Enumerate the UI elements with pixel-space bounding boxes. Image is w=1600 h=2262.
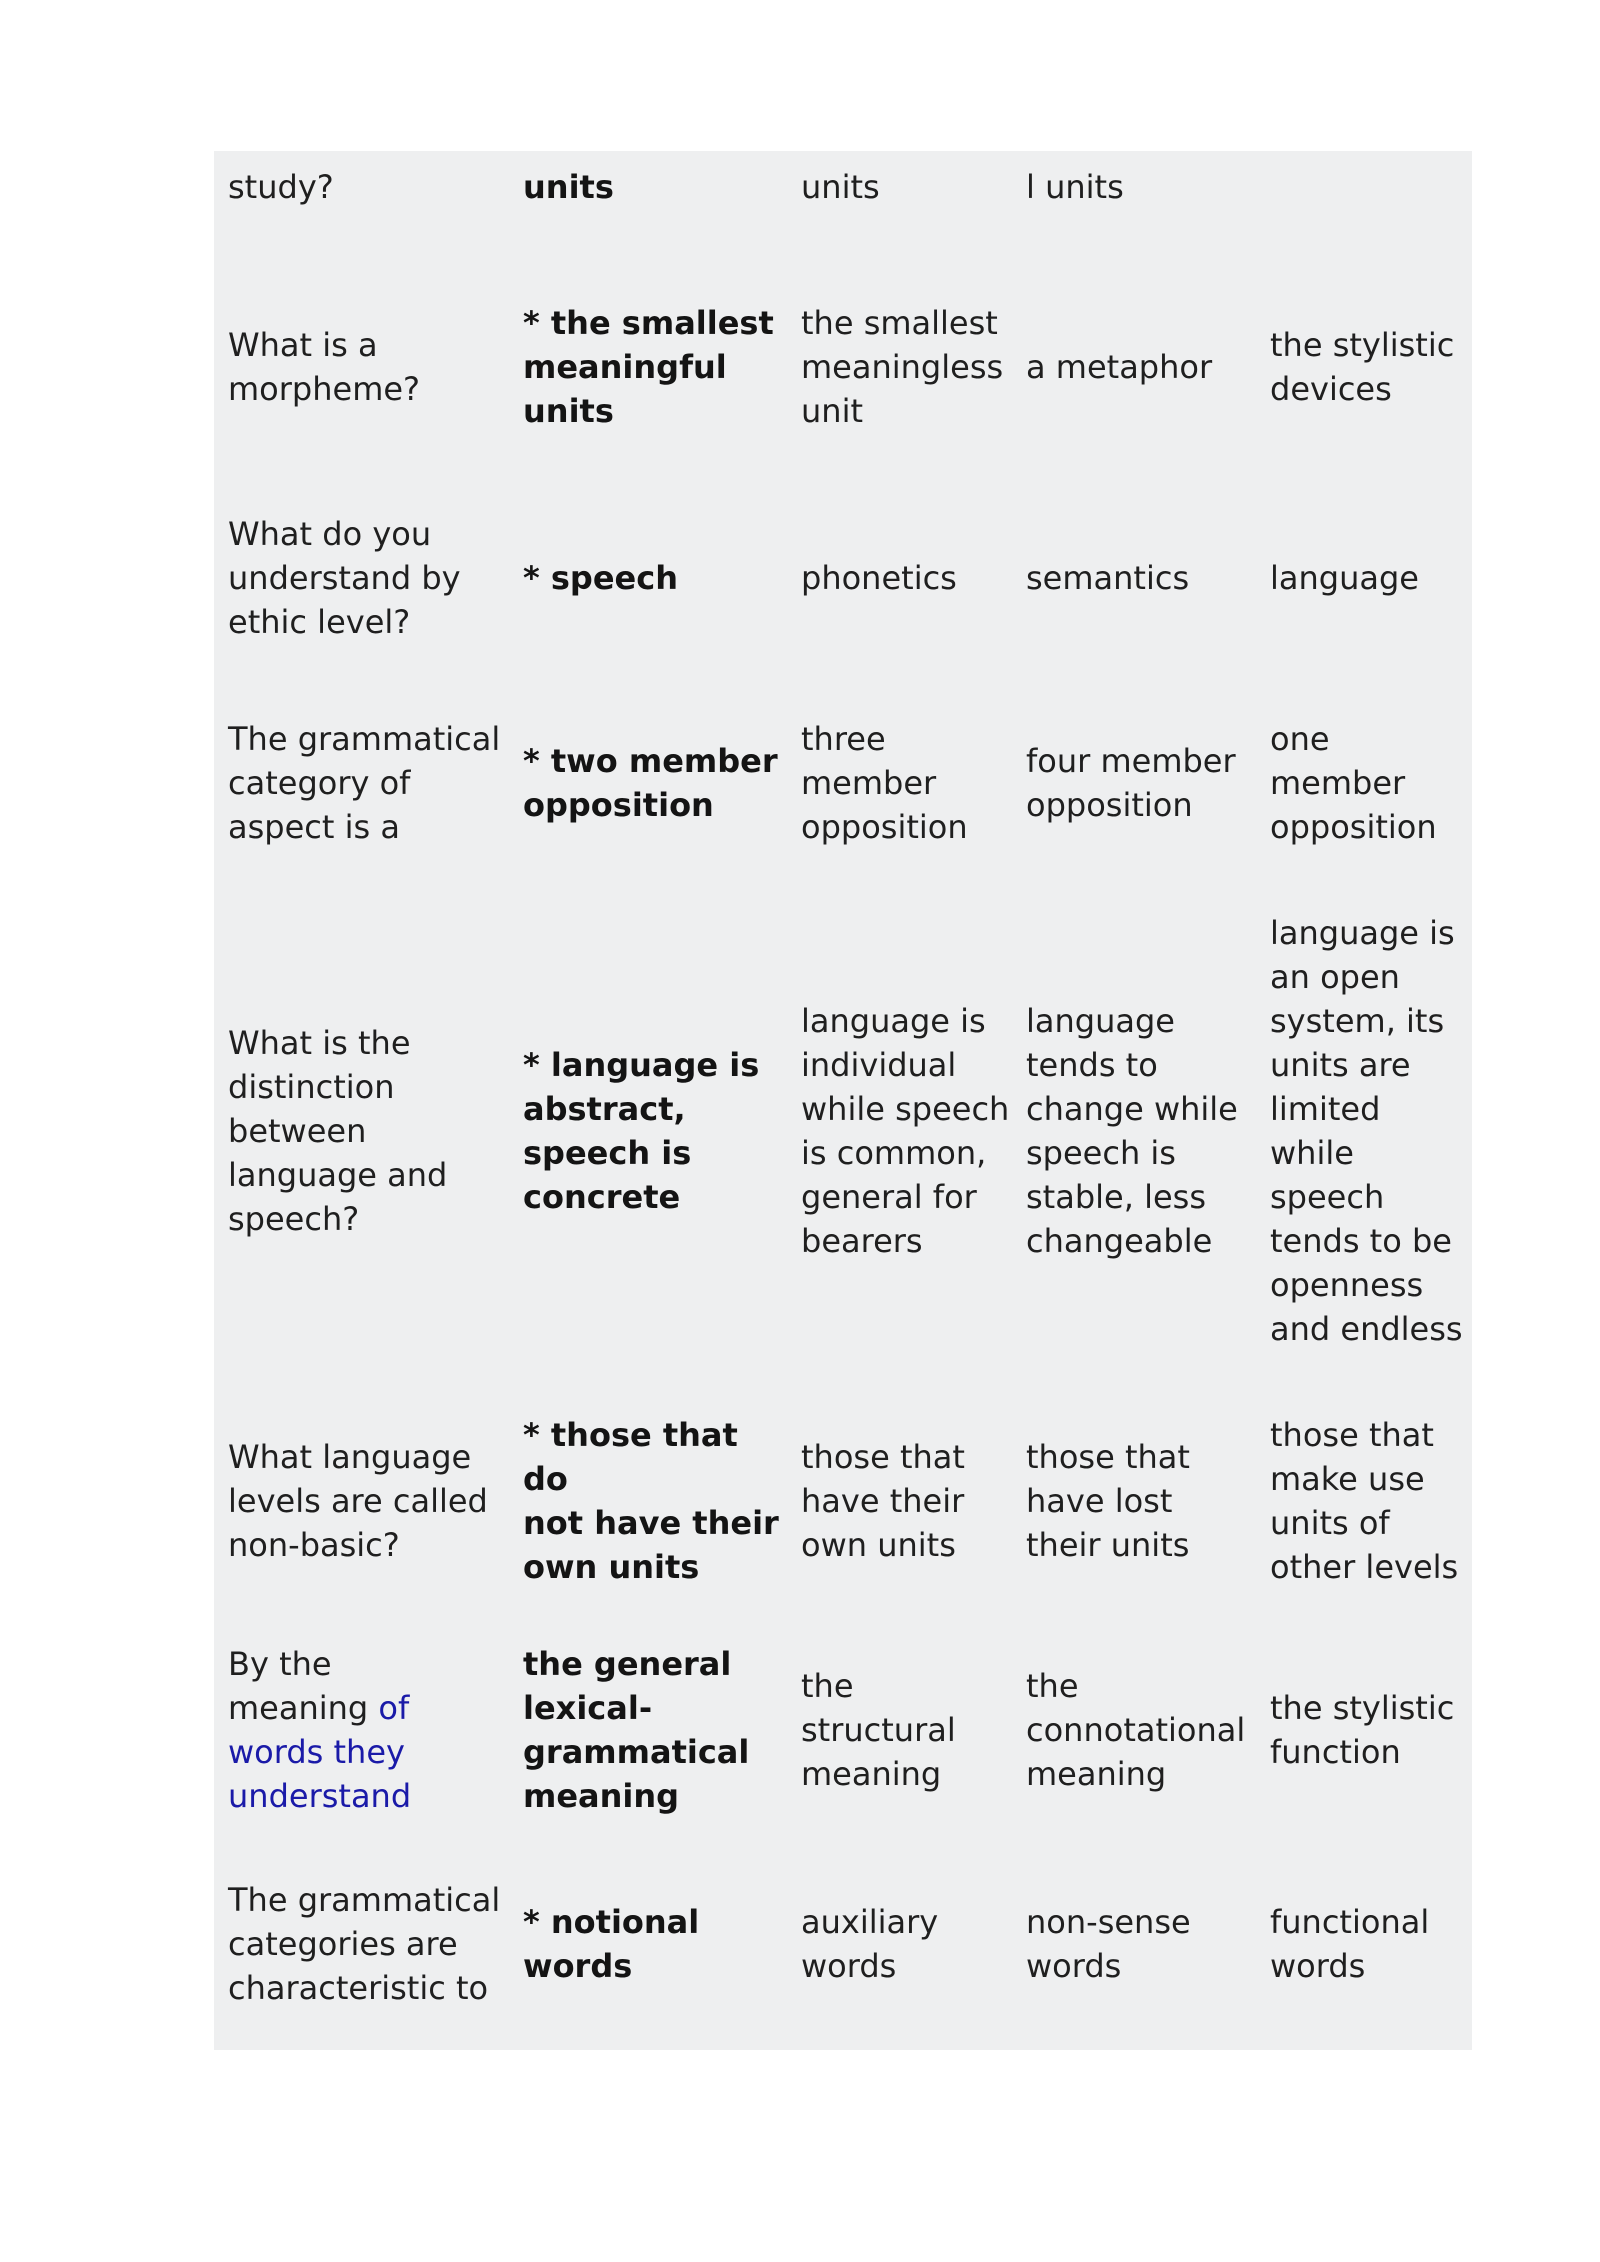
question-cell xyxy=(228,151,510,223)
correct-answer-text: * the smallest meaningful units xyxy=(523,304,774,430)
correct-answer-text: * speech xyxy=(523,559,678,597)
option-d-text: language is an open system, its units are limited while speech tends to be openness and endless xyxy=(1270,914,1463,1348)
table-row xyxy=(214,1858,1472,2030)
correct-answer-cell xyxy=(523,151,793,223)
question-cell xyxy=(228,891,510,1371)
question-text: What is a morpheme? xyxy=(228,326,421,408)
question-plain-text: By the meaning xyxy=(228,1645,369,1727)
option-c-cell xyxy=(1026,485,1266,671)
option-c-text: four member opposition xyxy=(1026,742,1236,824)
option-b-text: the structural meaning xyxy=(801,1667,956,1793)
option-b-cell xyxy=(801,1626,1021,1834)
option-d-text: functional words xyxy=(1270,1903,1430,1985)
option-c-cell xyxy=(1026,269,1266,465)
option-b-text: phonetics xyxy=(801,559,957,597)
question-text: What is the distinction between language and speech? xyxy=(228,1024,448,1238)
quiz-table xyxy=(214,151,1472,2050)
option-b-text: three member opposition xyxy=(801,720,968,846)
option-b-text: those that have their own units xyxy=(801,1438,965,1564)
option-d-cell xyxy=(1270,1626,1470,1834)
table-row xyxy=(214,690,1472,876)
option-d-text: those that make use units of other levels xyxy=(1270,1416,1459,1586)
correct-answer-cell xyxy=(523,1626,793,1834)
option-d-text: language xyxy=(1270,559,1419,597)
option-c-cell xyxy=(1026,891,1266,1371)
correct-answer-text: * notional words xyxy=(523,1903,700,1985)
correct-answer-cell xyxy=(523,269,793,465)
option-b-text: units xyxy=(801,168,880,206)
correct-answer-cell xyxy=(523,1858,793,2030)
option-c-cell xyxy=(1026,1397,1266,1605)
correct-answer-text: the general lexical- grammatical meaning xyxy=(523,1645,750,1815)
correct-answer-cell xyxy=(523,690,793,876)
question-link[interactable]: of words they understand xyxy=(228,1689,412,1815)
correct-answer-text: * language is abstract, speech is concrete xyxy=(523,1046,760,1216)
option-b-cell xyxy=(801,269,1021,465)
question-text: The grammatical category of aspect is a xyxy=(228,720,501,846)
option-b-cell xyxy=(801,1397,1021,1605)
option-b-text: auxiliary words xyxy=(801,1903,939,1985)
option-c-text: l units xyxy=(1026,168,1124,206)
option-b-text: the smallest meaningless unit xyxy=(801,304,1004,430)
option-b-cell xyxy=(801,151,1021,223)
correct-answer-cell xyxy=(523,1397,793,1605)
question-cell xyxy=(228,690,510,876)
question-cell xyxy=(228,485,510,671)
table-row xyxy=(214,891,1472,1371)
question-cell xyxy=(228,269,510,465)
question-cell xyxy=(228,1858,510,2030)
option-c-cell xyxy=(1026,151,1266,223)
question-text: What do you understand by ethic level? xyxy=(228,515,461,641)
question-text: study? xyxy=(228,168,334,206)
question-text: What language levels are called non-basic? xyxy=(228,1438,488,1564)
option-b-text: language is individual while speech is common, general for bearers xyxy=(801,1002,1010,1260)
option-c-text: the connotational meaning xyxy=(1026,1667,1246,1793)
table-row xyxy=(214,1626,1472,1834)
table-row xyxy=(214,485,1472,671)
option-d-cell xyxy=(1270,1397,1470,1605)
option-d-text: the stylistic devices xyxy=(1270,326,1455,408)
option-c-cell xyxy=(1026,1626,1266,1834)
correct-answer-text: * two member opposition xyxy=(523,742,778,824)
option-b-cell xyxy=(801,485,1021,671)
option-d-cell xyxy=(1270,485,1470,671)
option-d-cell xyxy=(1270,891,1470,1371)
table-row xyxy=(214,1397,1472,1605)
option-c-text: a metaphor xyxy=(1026,348,1213,386)
option-b-cell xyxy=(801,1858,1021,2030)
option-b-cell xyxy=(801,690,1021,876)
option-c-text: non-sense words xyxy=(1026,1903,1191,1985)
table-row xyxy=(214,151,1472,223)
correct-answer-text: * those that do not have their own units xyxy=(523,1416,779,1586)
option-c-cell xyxy=(1026,1858,1266,2030)
option-d-text: one member opposition xyxy=(1270,720,1437,846)
option-d-cell xyxy=(1270,151,1470,223)
option-b-cell xyxy=(801,891,1021,1371)
option-d-cell xyxy=(1270,690,1470,876)
correct-answer-cell xyxy=(523,485,793,671)
option-c-text: language tends to change while speech is stable, less changeable xyxy=(1026,1002,1238,1260)
table-row xyxy=(214,269,1472,465)
option-d-cell xyxy=(1270,269,1470,465)
option-c-text: those that have lost their units xyxy=(1026,1438,1190,1564)
option-c-text: semantics xyxy=(1026,559,1190,597)
question-text xyxy=(228,1642,411,1818)
correct-answer-text: units xyxy=(523,168,614,206)
question-cell xyxy=(228,1397,510,1605)
question-text: The grammatical categories are characteristic to xyxy=(228,1881,501,2007)
option-c-cell xyxy=(1026,690,1266,876)
question-cell xyxy=(228,1626,510,1834)
option-d-text: the stylistic function xyxy=(1270,1689,1455,1771)
option-d-cell xyxy=(1270,1858,1470,2030)
correct-answer-cell xyxy=(523,891,793,1371)
